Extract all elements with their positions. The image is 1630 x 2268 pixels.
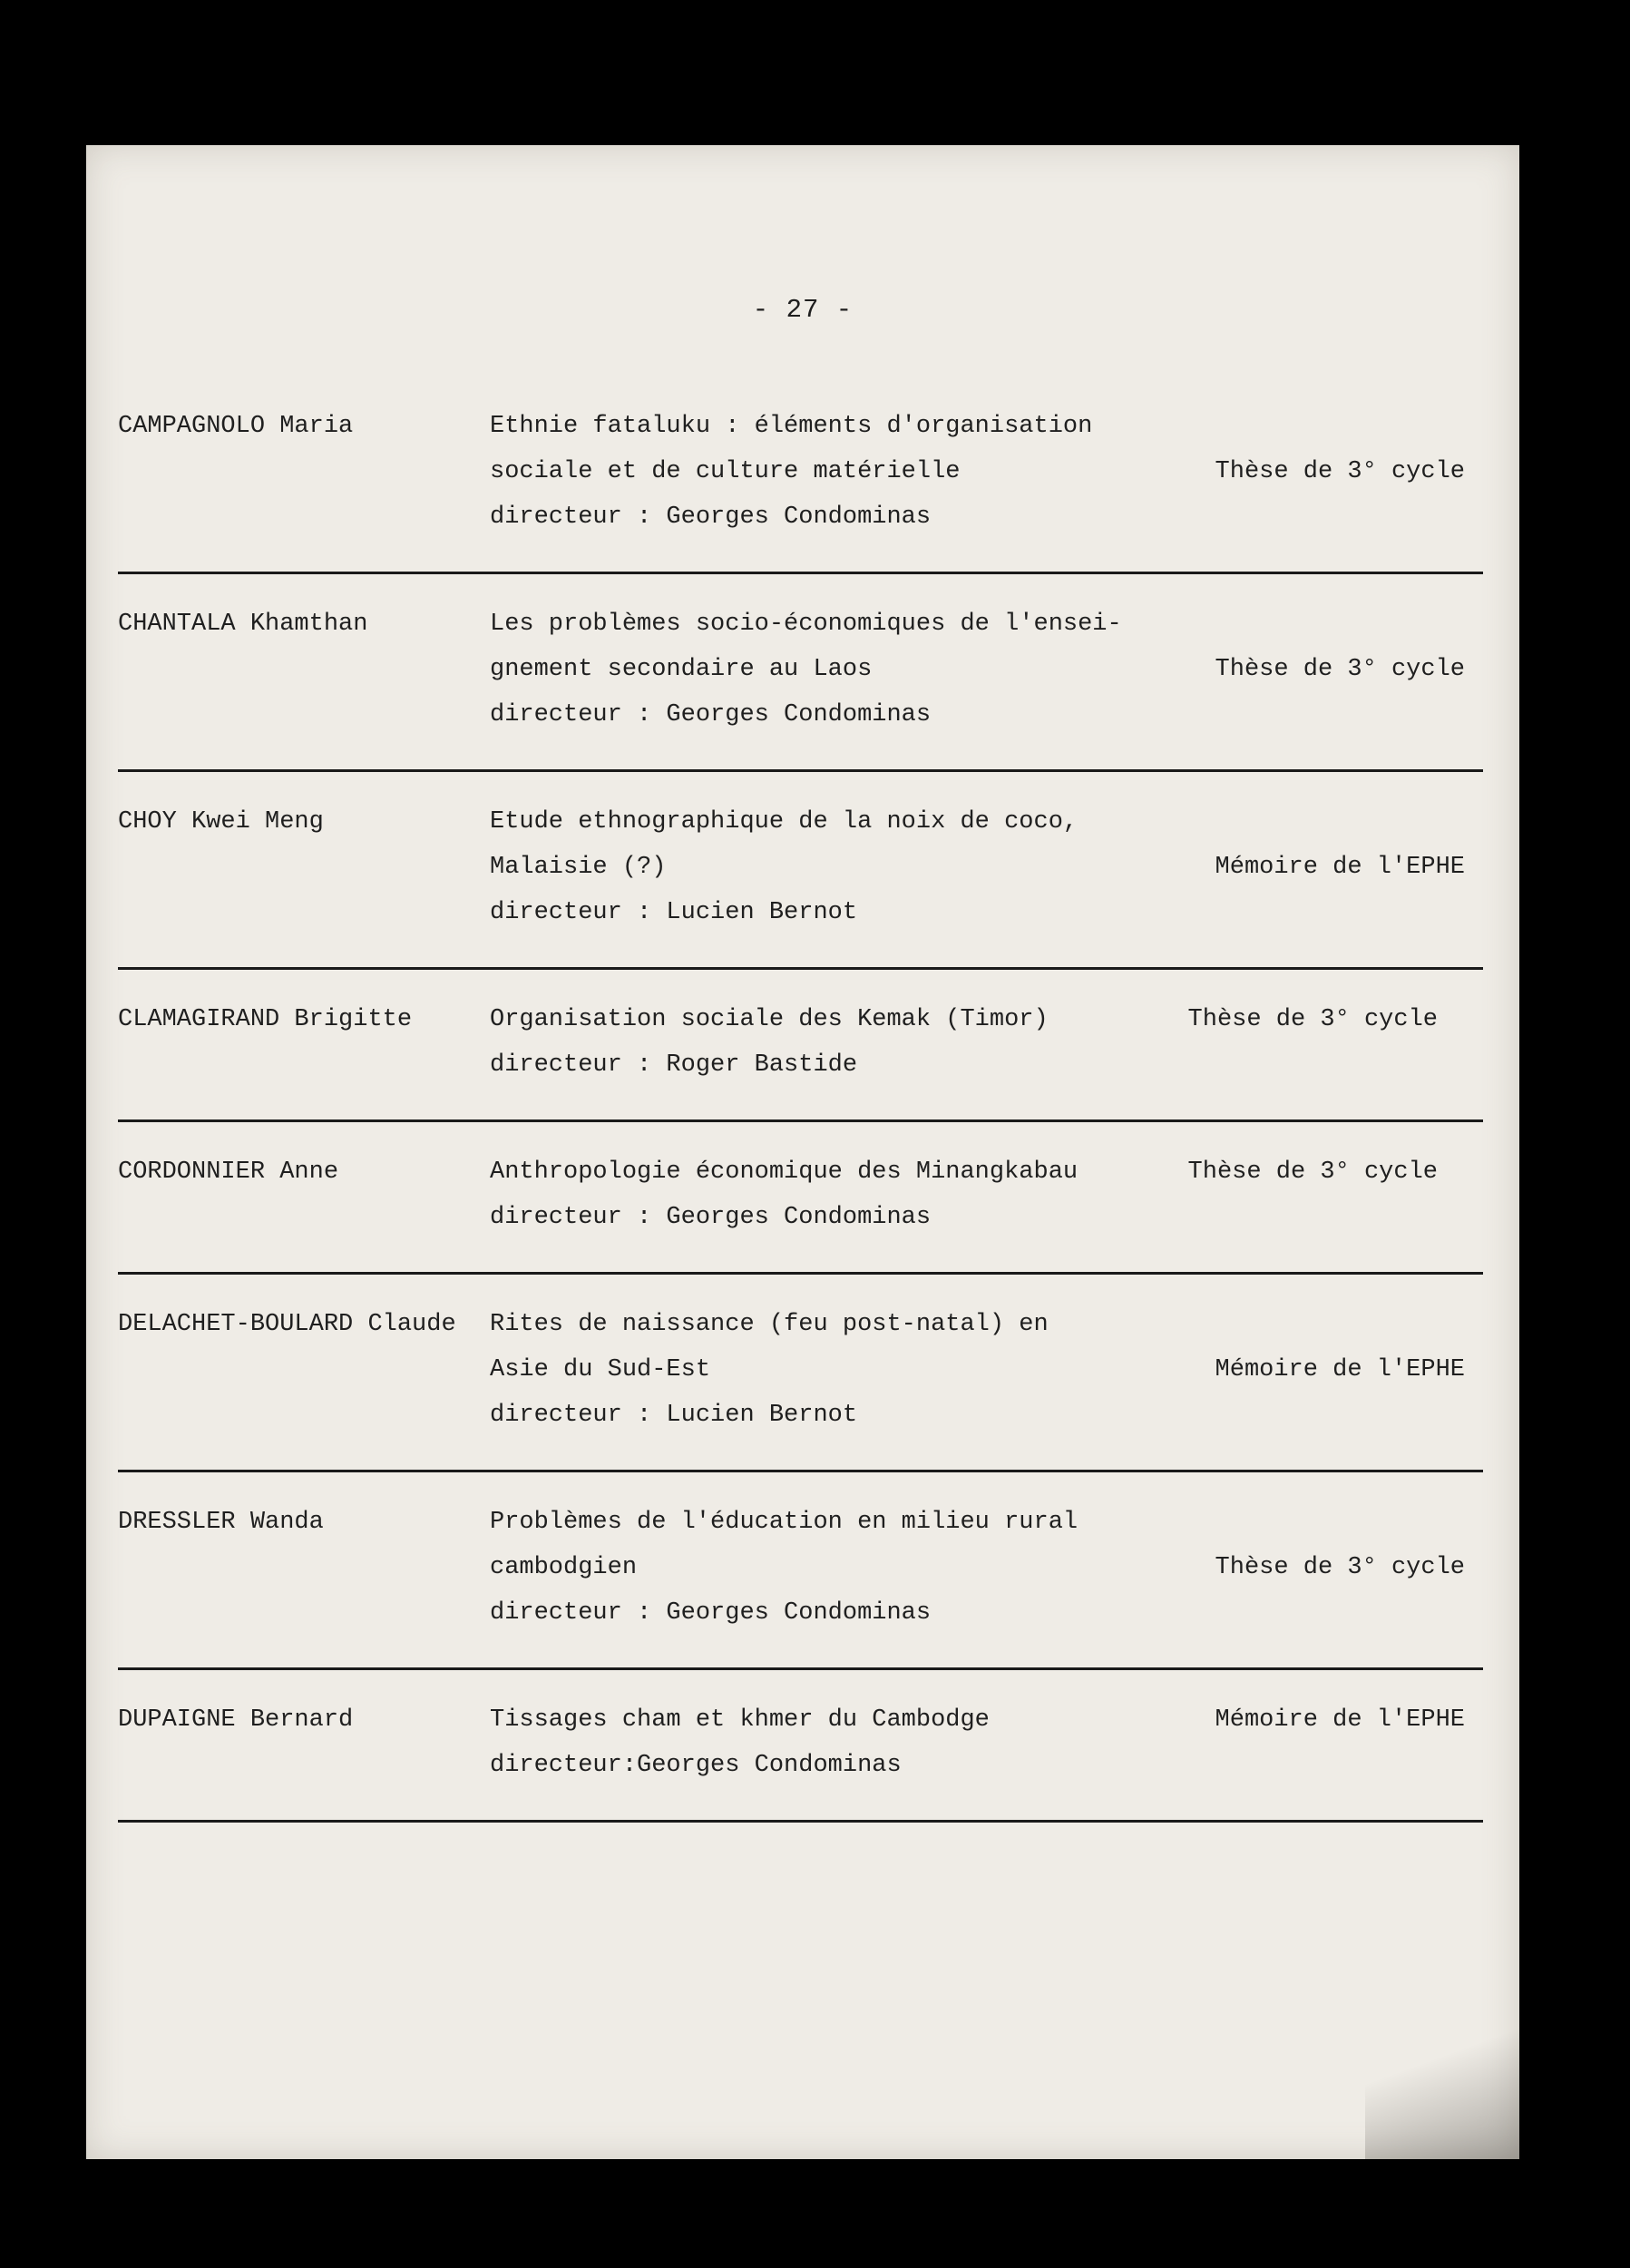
thesis-title-line: Problèmes de l'éducation en milieu rural (490, 1509, 1079, 1536)
thesis-details (490, 1500, 1143, 1636)
degree-type: Mémoire de l'EPHE (1215, 854, 1465, 881)
thesis-title-line: Etude ethnographique de la noix de coco, (490, 808, 1079, 836)
list-item (118, 1149, 1483, 1275)
thesis-title-line: Anthropologie économique des Minangkabau (490, 1158, 1079, 1186)
degree-type: Mémoire de l'EPHE (1215, 1356, 1465, 1383)
thesis-title-line: Tissages cham et khmer du Cambodge (490, 1706, 990, 1734)
thesis-details (490, 997, 1143, 1088)
thesis-director: directeur : Georges Condominas (490, 1204, 932, 1231)
author-name: CLAMAGIRAND Brigitte (118, 1006, 413, 1033)
thesis-director: directeur : Georges Condominas (490, 503, 932, 531)
thesis-title-line: Malaisie (?) (490, 854, 667, 881)
author-name: CHOY Kwei Meng (118, 808, 324, 836)
list-item (118, 997, 1483, 1122)
author-name: DELACHET-BOULARD Claude (118, 1311, 456, 1338)
thesis-title-line: cambodgien (490, 1554, 638, 1581)
thesis-director: directeur : Georges Condominas (490, 701, 932, 728)
thesis-title-line: Les problèmes socio-économiques de l'ensei- (490, 611, 1122, 638)
author-name: DUPAIGNE Bernard (118, 1706, 354, 1734)
thesis-director: directeur:Georges Condominas (490, 1752, 902, 1779)
thesis-details (490, 799, 1143, 935)
degree-type: Thèse de 3° cycle (1187, 1158, 1438, 1186)
page-number: - 27 - (752, 295, 854, 325)
thesis-title-line: Organisation sociale des Kemak (Timor) (490, 1006, 1049, 1033)
author-name: DRESSLER Wanda (118, 1509, 324, 1536)
degree-type: Thèse de 3° cycle (1215, 656, 1465, 683)
thesis-details (490, 404, 1143, 540)
degree-type: Mémoire de l'EPHE (1215, 1706, 1465, 1734)
author-name: CHANTALA Khamthan (118, 611, 368, 638)
list-item (118, 601, 1483, 772)
list-item (118, 799, 1483, 970)
document-page (86, 145, 1519, 2159)
thesis-title-line: sociale et de culture matérielle (490, 458, 961, 485)
degree-type: Thèse de 3° cycle (1215, 1554, 1465, 1581)
list-item (118, 404, 1483, 574)
thesis-list (118, 404, 1483, 1823)
thesis-director: directeur : Lucien Bernot (490, 1402, 858, 1429)
thesis-director: directeur : Roger Bastide (490, 1051, 858, 1079)
degree-type: Thèse de 3° cycle (1187, 1006, 1438, 1033)
thesis-director: directeur : Georges Condominas (490, 1599, 932, 1627)
thesis-title-line: gnement secondaire au Laos (490, 656, 873, 683)
thesis-details (490, 1302, 1143, 1438)
thesis-title-line: Rites de naissance (feu post-natal) en (490, 1311, 1049, 1338)
list-item (118, 1500, 1483, 1670)
list-item (118, 1302, 1483, 1472)
author-name: CAMPAGNOLO Maria (118, 413, 354, 440)
list-item (118, 1697, 1483, 1823)
author-name: CORDONNIER Anne (118, 1158, 339, 1186)
thesis-director: directeur : Lucien Bernot (490, 899, 858, 926)
page-curl-shadow (1365, 1923, 1519, 2159)
thesis-title-line: Ethnie fataluku : éléments d'organisation (490, 413, 1093, 440)
thesis-title-line: Asie du Sud-Est (490, 1356, 711, 1383)
thesis-details (490, 1697, 1143, 1788)
degree-type: Thèse de 3° cycle (1215, 458, 1465, 485)
thesis-details (490, 1149, 1143, 1240)
thesis-details (490, 601, 1143, 738)
